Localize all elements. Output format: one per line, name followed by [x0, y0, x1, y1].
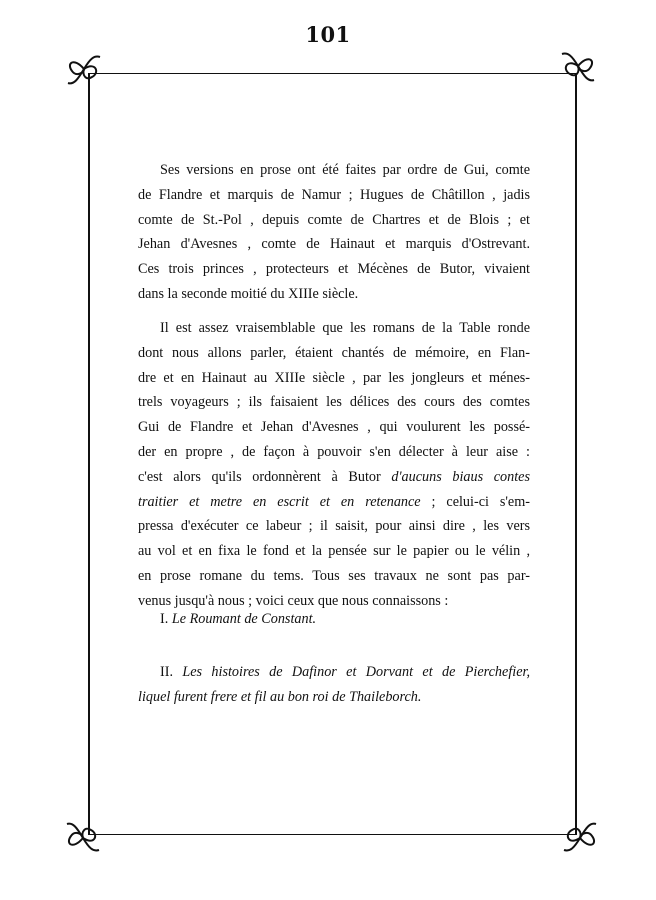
text-line-mixed	[138, 465, 530, 490]
list-item	[138, 607, 530, 632]
text-line: dans la seconde moitié du XIIIe siècle.	[138, 285, 359, 302]
corner-flourish-icon	[560, 818, 600, 858]
page-number: 101	[305, 22, 351, 47]
text-line: en prose romane du tems. Tous ses travaux ne sont pas par-	[138, 567, 530, 584]
text-line: au vol et en fixa le fond et la pensée sur le papier ou le vélin ,	[138, 543, 530, 560]
text-line: dre et en Hainaut au XIIIe siècle , par les jongleurs et ménes-	[138, 369, 530, 386]
corner-flourish-icon	[64, 49, 104, 89]
text-line: Jehan d'Avesnes , comte de Hainaut et marquis d'Ostrevant.	[138, 236, 530, 253]
list-item-title: Le Roumant de Constant.	[171, 611, 317, 627]
text-line: Ses versions en prose ont été faites par ordre de Gui, comte	[160, 162, 530, 178]
text-line: comte de St.-Pol , depuis comte de Chartres et de Blois ; et	[138, 211, 530, 228]
text-line: dont nous allons parler, étaient chantés de mémoire, en Flan-	[138, 344, 530, 361]
list-item-number: II.	[160, 664, 173, 680]
text-segment: c'est alors qu'ils ordonnèrent à Butor	[138, 468, 381, 485]
text-line: de Flandre et marquis de Namur ; Hugues de Châtillon , jadis	[138, 186, 530, 203]
text-line: trels voyageurs ; ils faisaient les délices des cours des comtes	[138, 394, 530, 411]
list-item-line: liquel furent frere et fil au bon roi de Thaileborch.	[138, 688, 422, 705]
text-line: venus jusqu'à nous ; voici ceux que nous connaissons :	[138, 592, 449, 609]
italic-segment: traitier et metre en escrit et en retenance	[138, 493, 421, 510]
italic-segment: d'aucuns biaus contes	[391, 468, 530, 485]
text-line: Il est assez vraisemblable que les romans de la Table ronde	[160, 320, 530, 336]
text-line-mixed	[138, 490, 530, 515]
text-line: pressa d'exécuter ce labeur ; il saisit, pour ainsi dire , les vers	[138, 518, 530, 535]
corner-flourish-icon	[63, 818, 103, 858]
list-item-line	[138, 607, 530, 632]
text-segment: ; celui-ci s'em-	[431, 493, 530, 510]
paragraph-2	[138, 316, 530, 614]
list-item	[138, 660, 530, 710]
list-item-title: Les histoires de Dafinor et Dorvant et de Pierchefier,	[182, 664, 531, 680]
text-line: Gui de Flandre et Jehan d'Avesnes , qui voulurent les possé-	[138, 419, 530, 436]
list-item-number: I.	[160, 611, 169, 627]
corner-flourish-icon	[558, 46, 598, 86]
text-line: der en propre , de façon à pouvoir s'en délecter à leur aise :	[138, 443, 530, 460]
paragraph-1	[138, 158, 530, 307]
list-item-line	[138, 660, 530, 685]
text-line: Ces trois princes , protecteurs et Mécènes de Butor, vivaient	[138, 261, 530, 278]
